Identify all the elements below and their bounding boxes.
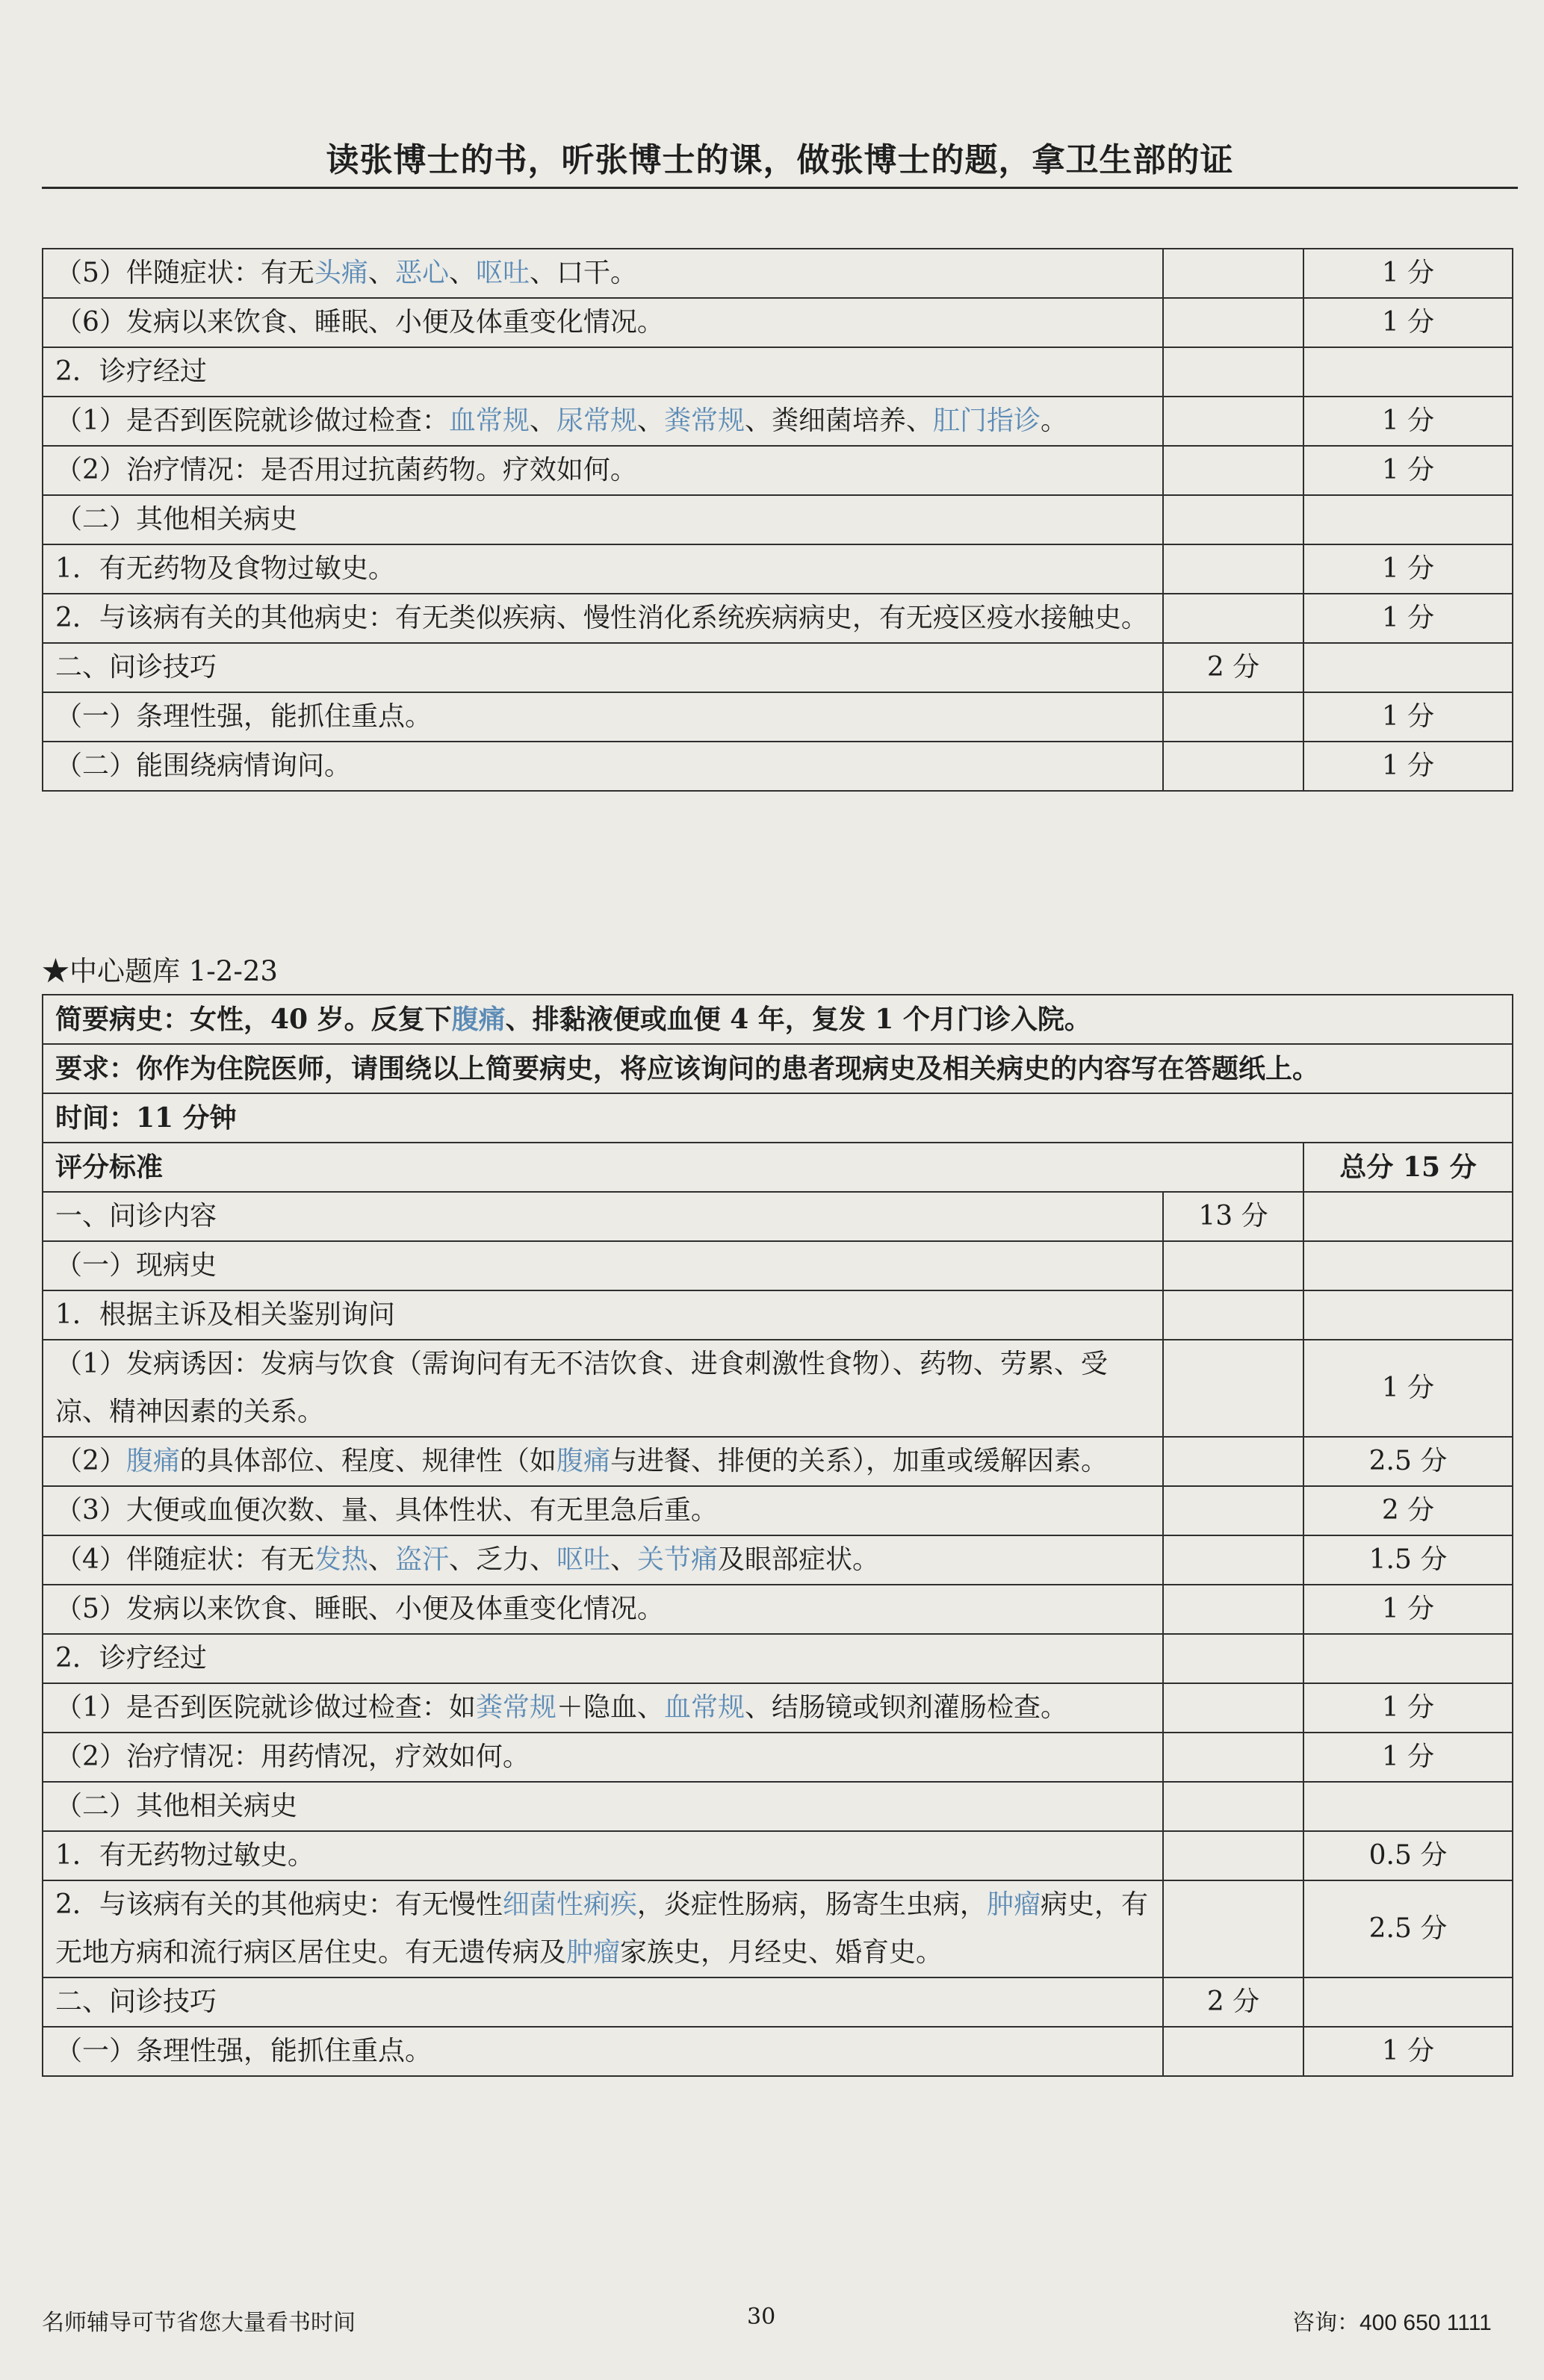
item-score: 1 分 (1303, 397, 1513, 446)
section-score (1163, 1634, 1303, 1683)
section-score (1163, 1683, 1303, 1733)
item-text: （3）大便或血便次数、量、具体性状、有无里急后重。 (43, 1486, 1163, 1535)
footer-contact: 咨询：400 650 1111 (1292, 2311, 1492, 2335)
table-row (43, 1880, 1513, 1977)
table-row (43, 594, 1513, 643)
keyword-term: 肿瘤 (986, 1889, 1041, 1920)
item-text: （二）其他相关病史 (43, 495, 1163, 544)
item-score: 1 分 (1303, 1340, 1513, 1437)
keyword-term: 血常规 (448, 406, 530, 436)
scoring-table-2 (42, 994, 1513, 2077)
table-row (43, 742, 1513, 791)
section-score (1163, 1733, 1303, 1782)
table-row (43, 1634, 1513, 1683)
keyword-term: 呕吐 (556, 1544, 610, 1575)
item-score (1303, 1241, 1513, 1290)
table-row (43, 2027, 1513, 2076)
time-limit: 时间：11 分钟 (43, 1093, 1513, 1143)
item-score: 1 分 (1303, 1585, 1513, 1634)
section-score (1163, 446, 1303, 495)
table-row (43, 249, 1513, 298)
item-score (1303, 1634, 1513, 1683)
item-score (1303, 495, 1513, 544)
page-number: 30 (747, 2304, 776, 2330)
table-row (43, 446, 1513, 495)
section-score (1163, 1782, 1303, 1831)
section-score (1163, 1535, 1303, 1585)
table-row (43, 1290, 1513, 1340)
keyword-term: 盗汗 (394, 1544, 449, 1575)
item-text: （5）发病以来饮食、睡眠、小便及体重变化情况。 (43, 1585, 1163, 1634)
section-score: 2 分 (1163, 1977, 1303, 2027)
item-score: 1 分 (1303, 1733, 1513, 1782)
item-text: 2．与该病有关的其他病史：有无类似疾病、慢性消化系统疾病病史，有无疫区疫水接触史。 (43, 594, 1163, 643)
keyword-term: 肛门指诊 (933, 406, 1041, 436)
total-score: 总分 15 分 (1303, 1143, 1513, 1192)
section-score (1163, 742, 1303, 791)
item-score: 1 分 (1303, 1683, 1513, 1733)
page-header-title: 读张博士的书，听张博士的课，做张博士的题，拿卫生部的证 (326, 141, 1234, 179)
section-score: 13 分 (1163, 1192, 1303, 1241)
item-score: 1.5 分 (1303, 1535, 1513, 1585)
table-row (43, 1585, 1513, 1634)
item-score (1303, 643, 1513, 692)
section-score (1163, 1585, 1303, 1634)
item-score: 1 分 (1303, 692, 1513, 742)
table-row (43, 1192, 1513, 1241)
item-text: （5）伴随症状：有无头痛、恶心、呕吐、口干。 (43, 249, 1163, 298)
item-score: 1 分 (1303, 742, 1513, 791)
item-score (1303, 1290, 1513, 1340)
item-text: 1．根据主诉及相关鉴别询问 (43, 1290, 1163, 1340)
section-score (1163, 1340, 1303, 1437)
table-row (43, 1733, 1513, 1782)
item-score (1303, 1782, 1513, 1831)
section-score (1163, 692, 1303, 742)
time-row (43, 1093, 1513, 1143)
item-text: （1）是否到医院就诊做过检查：如粪常规＋隐血、血常规、结肠镜或钡剂灌肠检查。 (43, 1683, 1163, 1733)
item-score: 2.5 分 (1303, 1437, 1513, 1486)
item-score: 1 分 (1303, 446, 1513, 495)
item-text: （2）治疗情况：用药情况，疗效如何。 (43, 1733, 1163, 1782)
requirement-text: 要求：你作为住院医师，请围绕以上简要病史，将应该询问的患者现病史及相关病史的内容写在答题纸上。 (43, 1044, 1513, 1093)
item-score: 2 分 (1303, 1486, 1513, 1535)
item-text: 2．与该病有关的其他病史：有无慢性细菌性痢疾，炎症性肠病，肠寄生虫病，肿瘤病史，有无地方病和流行病区居住史。有无遗传病及肿瘤家族史，月经史、婚育史。 (43, 1880, 1163, 1977)
item-text: 2．诊疗经过 (43, 1634, 1163, 1683)
table-row (43, 397, 1513, 446)
keyword-term: 腹痛 (125, 1446, 180, 1476)
item-score: 2.5 分 (1303, 1880, 1513, 1977)
keyword-term: 头痛 (314, 258, 368, 288)
item-text: （2）腹痛的具体部位、程度、规律性（如腹痛与进餐、排便的关系），加重或缓解因素。 (43, 1437, 1163, 1486)
item-text: （二）能围绕病情询问。 (43, 742, 1163, 791)
item-score: 0.5 分 (1303, 1831, 1513, 1880)
item-score: 1 分 (1303, 2027, 1513, 2076)
history-row (43, 995, 1513, 1044)
section-score (1163, 347, 1303, 397)
section-score (1163, 1486, 1303, 1535)
item-text: （4）伴随症状：有无发热、盗汗、乏力、呕吐、关节痛及眼部症状。 (43, 1535, 1163, 1585)
table-row (43, 1437, 1513, 1486)
section-score (1163, 1241, 1303, 1290)
section-score (1163, 1290, 1303, 1340)
item-text: 一、问诊内容 (43, 1192, 1163, 1241)
keyword-term: 尿常规 (556, 406, 637, 436)
table-row (43, 298, 1513, 347)
keyword-term: 肿瘤 (566, 1937, 621, 1968)
table-row (43, 643, 1513, 692)
section-score: 2 分 (1163, 643, 1303, 692)
table-row (43, 1831, 1513, 1880)
table-row (43, 347, 1513, 397)
table-row (43, 1782, 1513, 1831)
keyword-term: 血常规 (663, 1692, 745, 1723)
section-score (1163, 249, 1303, 298)
keyword-term: 恶心 (394, 258, 449, 288)
item-text: 1．有无药物及食物过敏史。 (43, 544, 1163, 594)
item-text: （2）治疗情况：是否用过抗菌药物。疗效如何。 (43, 446, 1163, 495)
item-score (1303, 347, 1513, 397)
item-text: （一）条理性强，能抓住重点。 (43, 2027, 1163, 2076)
table-row (43, 692, 1513, 742)
item-score: 1 分 (1303, 544, 1513, 594)
keyword-term: 粪常规 (663, 406, 745, 436)
table-row (43, 495, 1513, 544)
keyword-term: 发热 (314, 1544, 368, 1575)
section-score (1163, 2027, 1303, 2076)
section-score (1163, 1880, 1303, 1977)
header-rule (42, 187, 1518, 189)
table-row (43, 1977, 1513, 2027)
table-row (43, 1535, 1513, 1585)
item-text: 二、问诊技巧 (43, 1977, 1163, 2027)
table-row (43, 1683, 1513, 1733)
section-label: ★中心题库 1-2-23 (42, 955, 278, 987)
item-score (1303, 1192, 1513, 1241)
criteria-label: 评分标准 (43, 1143, 1303, 1192)
item-text: 1．有无药物过敏史。 (43, 1831, 1163, 1880)
section-score (1163, 594, 1303, 643)
table-row (43, 1241, 1513, 1290)
item-score: 1 分 (1303, 594, 1513, 643)
table-row (43, 1340, 1513, 1437)
table-row (43, 544, 1513, 594)
keyword-term: 细菌性痢疾 (502, 1889, 637, 1920)
item-text: （6）发病以来饮食、睡眠、小便及体重变化情况。 (43, 298, 1163, 347)
item-text: （1）是否到医院就诊做过检查：血常规、尿常规、粪常规、粪细菌培养、肛门指诊。 (43, 397, 1163, 446)
table-row (43, 1486, 1513, 1535)
footer-slogan: 名师辅导可节省您大量看书时间 (42, 2310, 356, 2336)
item-text: （二）其他相关病史 (43, 1782, 1163, 1831)
item-score: 1 分 (1303, 249, 1513, 298)
keyword-term: 呕吐 (475, 258, 530, 288)
brief-history: 简要病史：女性，40 岁。反复下腹痛、排黏液便或血便 4 年，复发 1 个月门诊入院。 (43, 995, 1513, 1044)
item-text: （1）发病诱因：发病与饮食（需询问有无不洁饮食、进食刺激性食物）、药物、劳累、受凉、精神因素的关系。 (43, 1340, 1163, 1437)
section-score (1163, 298, 1303, 347)
requirement-row (43, 1044, 1513, 1093)
keyword-term: 腹痛 (451, 1004, 506, 1035)
item-text: 二、问诊技巧 (43, 643, 1163, 692)
item-score: 1 分 (1303, 298, 1513, 347)
item-text: （一）现病史 (43, 1241, 1163, 1290)
item-text: （一）条理性强，能抓住重点。 (43, 692, 1163, 742)
keyword-term: 粪常规 (475, 1692, 556, 1723)
criteria-row (43, 1143, 1513, 1192)
keyword-term: 腹痛 (556, 1446, 610, 1476)
section-score (1163, 1437, 1303, 1486)
item-text: 2．诊疗经过 (43, 347, 1163, 397)
section-score (1163, 397, 1303, 446)
scoring-table-1 (42, 248, 1513, 792)
item-score (1303, 1977, 1513, 2027)
section-score (1163, 495, 1303, 544)
keyword-term: 关节痛 (637, 1544, 719, 1575)
section-score (1163, 544, 1303, 594)
section-score (1163, 1831, 1303, 1880)
